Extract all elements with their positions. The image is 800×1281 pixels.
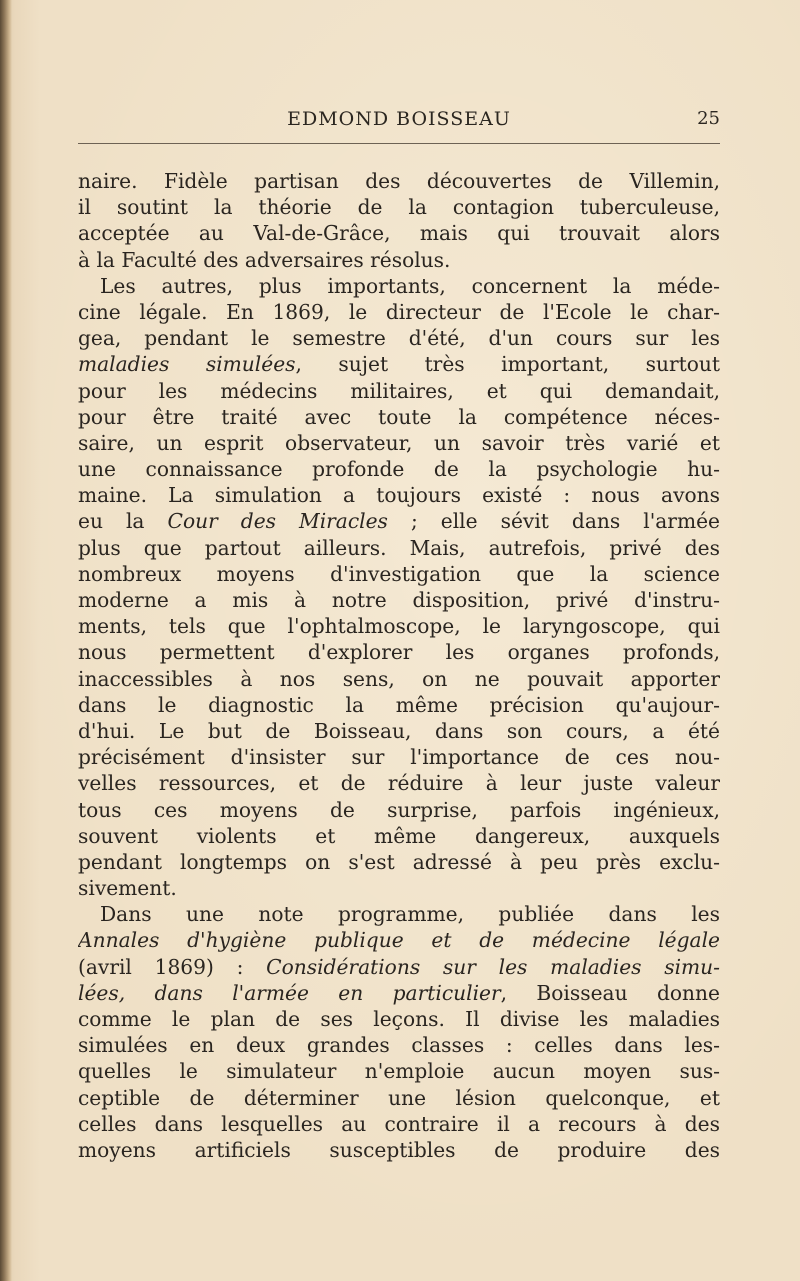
text-line: pour les médecins militaires, et qui demandait, <box>78 378 720 403</box>
text-line: une connaissance profonde de la psychologie hu- <box>78 457 720 482</box>
text-line: d'hui. Le but de Boisseau, dans son cours, a été <box>78 718 720 743</box>
text-line: lées, dans l'armée en particulier, Boisseau donne <box>78 980 720 1005</box>
text-line: acceptée au Val-de-Grâce, mais qui trouvait alors <box>78 221 720 246</box>
text-line: ceptible de déterminer une lésion quelconque, et <box>78 1085 720 1110</box>
text-line: gea, pendant le semestre d'été, d'un cours sur les <box>78 326 720 351</box>
text-line: maladies simulées, sujet très important, surtout <box>78 352 720 377</box>
text-line: moyens artificiels susceptibles de produire des <box>78 1137 720 1162</box>
text-line: inaccessibles à nos sens, on ne pouvait apporter <box>78 666 720 691</box>
text-line: velles ressources, et de réduire à leur juste valeur <box>78 771 720 796</box>
text-line: pendant longtemps on s'est adressé à peu près exclu- <box>78 849 720 874</box>
text-line: maine. La simulation a toujours existé : nous avons <box>78 483 720 508</box>
text-line: tous ces moyens de surprise, parfois ingénieux, <box>78 797 720 822</box>
page-binding-edge <box>0 0 12 1281</box>
text-line: moderne a mis à notre disposition, privé d'instru- <box>78 588 720 612</box>
text-line: nous permettent d'explorer les organes profonds, <box>78 640 720 665</box>
text-line: saire, un esprit observateur, un savoir très varié et <box>78 430 720 455</box>
text-line: à la Faculté des adversaires résolus. <box>78 247 451 272</box>
text-line: Dans une note programme, publiée dans les <box>100 902 720 927</box>
text-line: sivement. <box>78 876 177 901</box>
header-rule <box>78 143 720 144</box>
text-line: quelles le simulateur n'emploie aucun moyen sus- <box>78 1059 720 1084</box>
text-line: simulées en deux grandes classes : celles dans les- <box>78 1033 720 1058</box>
text-line: cine légale. En 1869, le directeur de l'Ecole le char- <box>78 299 720 324</box>
text-line: plus que partout ailleurs. Mais, autrefois, privé des <box>78 535 720 560</box>
text-line: souvent violents et même dangereux, auxquels <box>78 823 720 848</box>
running-head-title: EDMOND BOISSEAU <box>287 108 511 130</box>
body-text <box>78 168 720 1163</box>
text-line: précisément d'insister sur l'importance de ces nou- <box>78 745 720 770</box>
text-line: Annales d'hygiène publique et de médecine légale <box>78 928 720 953</box>
text-line: comme le plan de ses leçons. Il divise les maladies <box>78 1007 720 1031</box>
text-line: dans le diagnostic la même précision qu'aujour- <box>78 692 720 717</box>
text-line: naire. Fidèle partisan des découvertes de Villemin, <box>78 169 720 193</box>
text-line: il soutint la théorie de la contagion tuberculeuse, <box>78 195 720 220</box>
text-line: nombreux moyens d'investigation que la science <box>78 561 720 586</box>
text-line: ments, tels que l'ophtalmoscope, le laryngoscope, qui <box>78 614 720 639</box>
text-line: celles dans lesquelles au contraire il a recours à des <box>78 1111 720 1136</box>
text-line: (avril 1869) : Considérations sur les maladies simu- <box>78 954 720 979</box>
page-number: 25 <box>697 108 720 129</box>
text-line: eu la Cour des Miracles ; elle sévit dans l'armée <box>78 509 720 534</box>
text-line: pour être traité avec toute la compétence néces- <box>78 404 720 429</box>
running-head <box>78 108 720 138</box>
text-line: Les autres, plus importants, concernent la méde- <box>100 273 720 298</box>
